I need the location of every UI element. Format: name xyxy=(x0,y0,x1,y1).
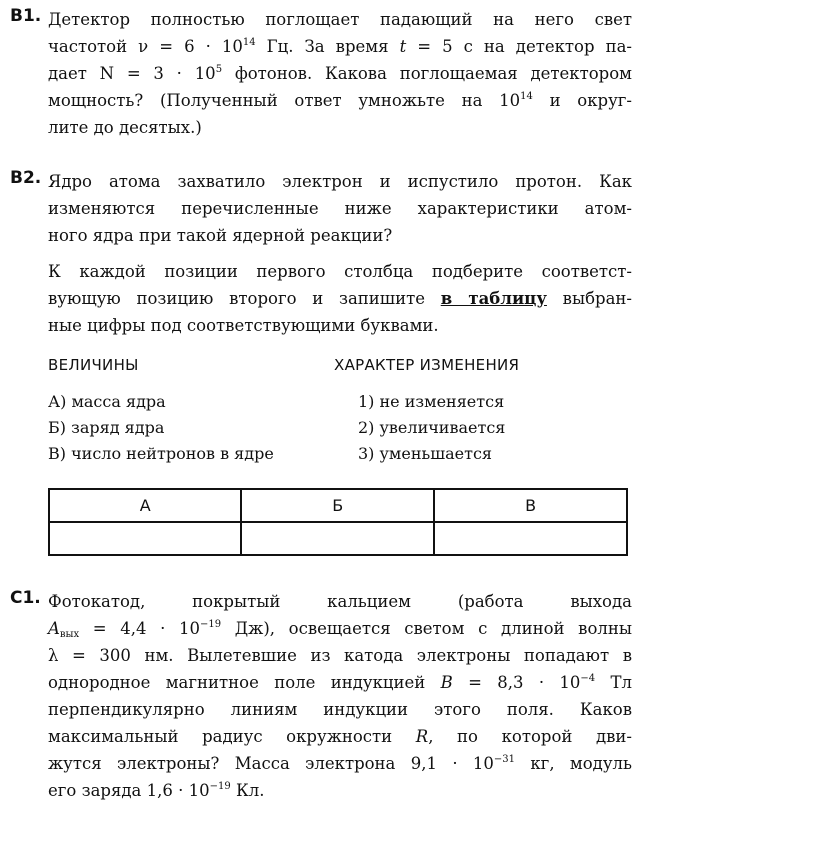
text-line: Ядро атома захватило электрон и испустило протон. Как xyxy=(48,172,632,191)
text-line: ные цифры под соответствующими буквами. xyxy=(48,316,439,335)
problem-number: B1. xyxy=(10,6,42,26)
text-line: К каждой позиции первого столбца подберите соответст- xyxy=(48,262,632,281)
table-header-b: Б xyxy=(241,489,434,522)
table-reference: в таблицу xyxy=(440,289,547,308)
text-line: λ = 300 нм. Вылетевшие из катода электроны попадают в xyxy=(48,646,632,665)
problem-b2 xyxy=(10,168,810,339)
text-line: его заряда $1,6 \cdot 10^{-19}$ Кл. xyxy=(48,781,265,800)
text-line: Фотокатод, покрытый кальцием (работа выхода xyxy=(48,592,632,611)
left-column-header: ВЕЛИЧИНЫ xyxy=(48,356,139,374)
left-item: В) число нейтронов в ядре xyxy=(48,444,274,463)
text-line: частотой $\nu = 6 \cdot 10^{14}$ Гц. За время t = 5 с на детектор па- xyxy=(48,37,632,56)
text-line: дает $N = 3 \cdot 10^5$ фотонов. Какова поглощаемая детектором xyxy=(48,64,632,83)
left-item: Б) заряд ядра xyxy=(48,418,165,437)
text-line: максимальный радиус окружности R, по которой дви- xyxy=(48,727,633,746)
table-header-c: В xyxy=(434,489,627,522)
text-line: $A_{вых} = 4,4 \cdot 10^{-19}$ Дж), освещается светом с длиной волны xyxy=(48,619,632,640)
left-item: А) масса ядра xyxy=(48,392,166,411)
text-line: мощность? (Полученный ответ умножьте на $10^{14}$ и округ- xyxy=(48,91,633,110)
problem-text xyxy=(48,588,632,804)
text-line: ного ядра при такой ядерной реакции? xyxy=(48,226,393,245)
text-line: изменяются перечисленные ниже характеристики атом- xyxy=(48,199,632,218)
problem-text xyxy=(48,168,632,339)
text-line: Детектор полностью поглощает падающий на него свет xyxy=(48,10,632,29)
text-line: перпендикулярно линиям индукции этого поля. Каков xyxy=(48,700,632,719)
problem-c1 xyxy=(10,588,810,804)
answer-cell-c[interactable] xyxy=(434,522,627,555)
table-header-a: А xyxy=(49,489,241,522)
answer-cell-b[interactable] xyxy=(241,522,434,555)
problem-b1 xyxy=(10,6,810,141)
text-line: однородное магнитное поле индукцией $B = 8,3 \cdot 10^{-4}$ Тл xyxy=(48,673,632,692)
answer-table xyxy=(48,488,628,556)
text-line: лите до десятых.) xyxy=(48,118,202,137)
problem-text xyxy=(48,6,632,141)
right-item: 1) не изменяется xyxy=(358,392,505,411)
answer-cell-a[interactable] xyxy=(49,522,241,555)
right-item: 2) увеличивается xyxy=(358,418,506,437)
problem-number: C1. xyxy=(10,588,41,608)
text-line: вующую позицию второго и запишите в таблицу выбран- xyxy=(48,289,632,308)
right-item: 3) уменьшается xyxy=(358,444,492,463)
text-line: жутся электроны? Масса электрона $9,1 \cdot 10^{-31}$ кг, модуль xyxy=(48,754,632,773)
problem-number: B2. xyxy=(10,168,42,188)
right-column-header: ХАРАКТЕР ИЗМЕНЕНИЯ xyxy=(334,356,520,374)
